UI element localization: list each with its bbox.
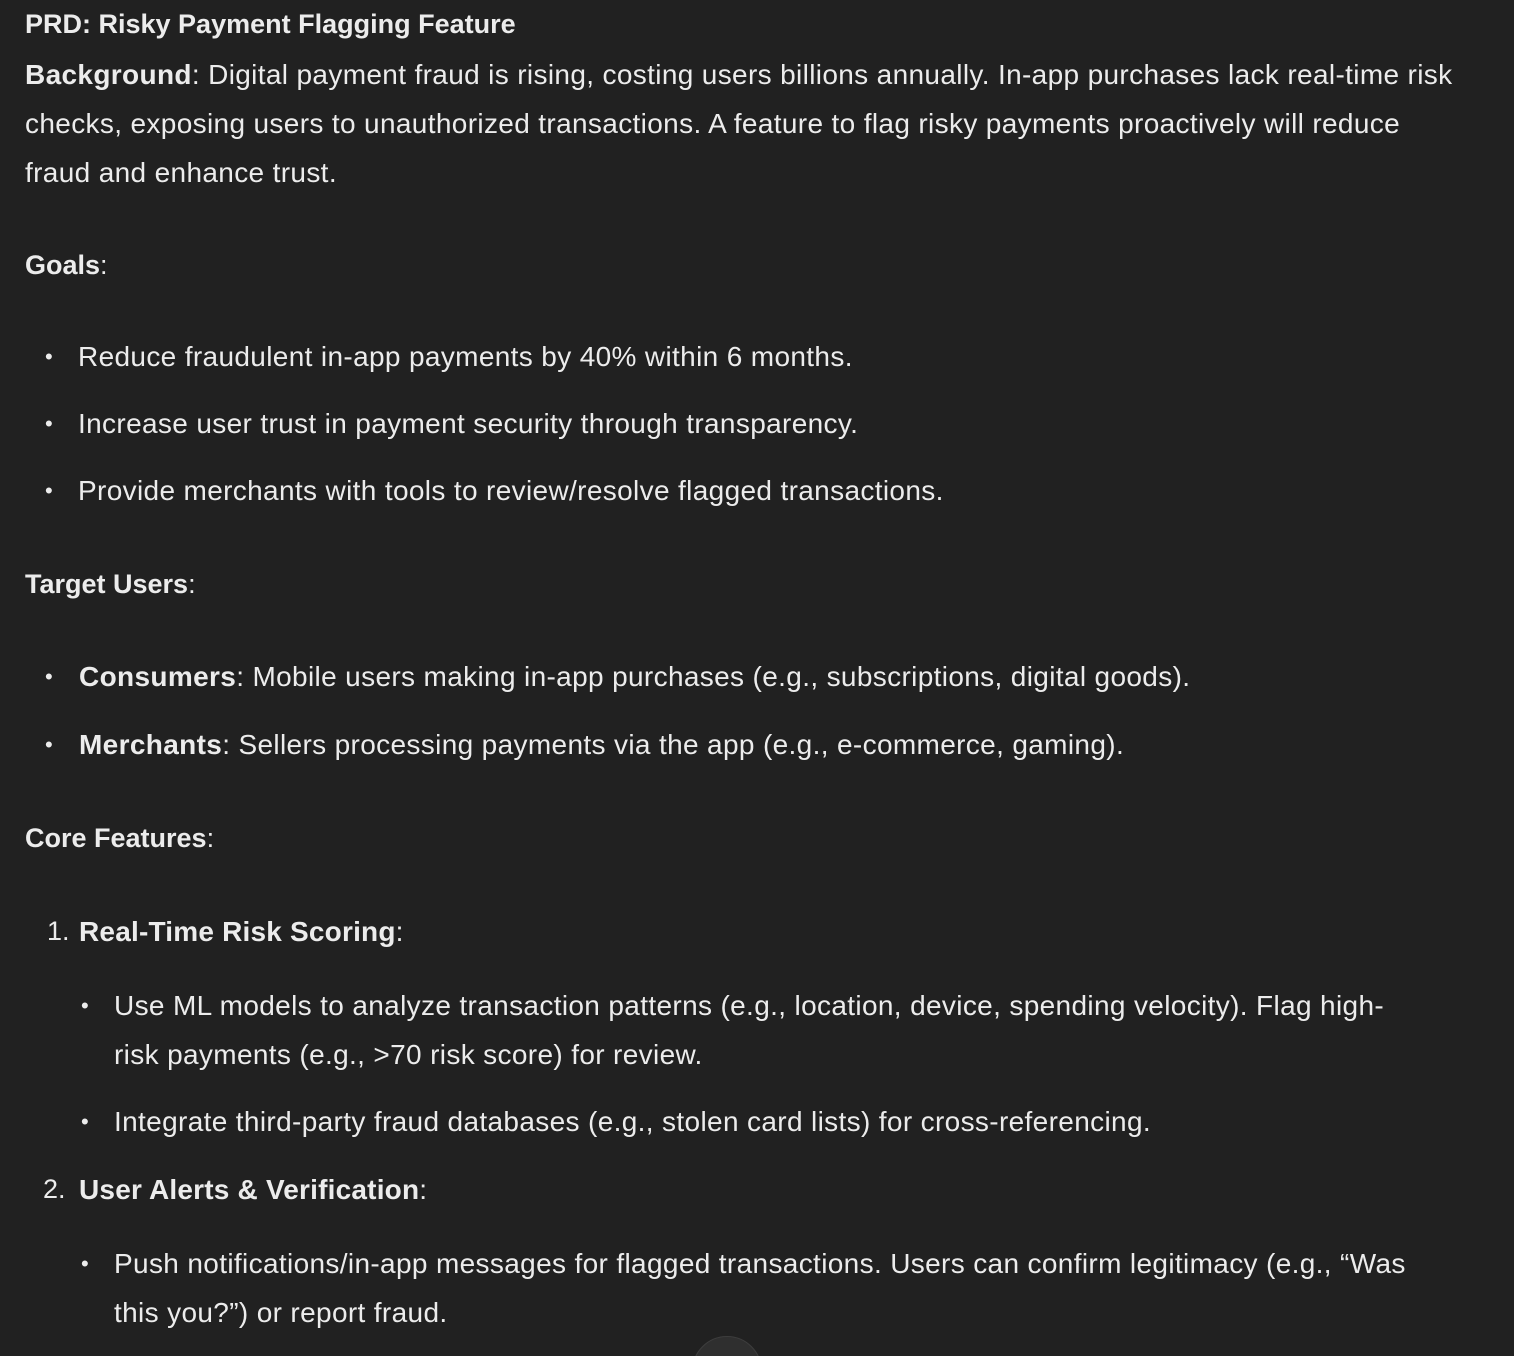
feature-number: 1. (47, 916, 70, 946)
bullet-icon: • (45, 664, 53, 689)
bullet-icon: • (45, 344, 53, 369)
background-text: : Digital payment fraud is rising, costing users billions annually. In-app purchases lack real-time risk checks, exposing users to unauthorized transactions. A feature to flag risky payments proactively will reduce fraud and enhance trust. (25, 59, 1453, 188)
feature-title: User Alerts & Verification: (79, 1174, 428, 1205)
document-title: PRD: Risky Payment Flagging Feature (25, 9, 516, 39)
feature-number: 2. (43, 1174, 66, 1204)
bullet-icon: • (45, 732, 53, 757)
core-features-heading: Core Features: (25, 823, 215, 853)
feature-title: Real-Time Risk Scoring: (79, 916, 404, 947)
scroll-down-button[interactable] (692, 1336, 762, 1356)
goal-item: Increase user trust in payment security through transparency. (78, 408, 859, 439)
bullet-icon: • (81, 993, 89, 1018)
bullet-icon: • (81, 1251, 89, 1276)
target-users-heading: Target Users: (25, 569, 196, 599)
bullet-icon: • (45, 478, 53, 503)
feature-bullet: Push notifications/in-app messages for flagged transactions. Users can confirm legitimacy (e.g., “Was this you?”) or report fraud. (114, 1248, 1406, 1328)
target-user-item: Merchants: Sellers processing payments via the app (e.g., e-commerce, gaming). (79, 729, 1125, 760)
feature-bullet: Integrate third-party fraud databases (e.g., stolen card lists) for cross-referencing. (114, 1106, 1152, 1137)
bullet-icon: • (45, 411, 53, 436)
bullet-icon: • (81, 1109, 89, 1134)
goal-item: Reduce fraudulent in-app payments by 40% within 6 months. (78, 341, 853, 372)
target-user-item: Consumers: Mobile users making in-app purchases (e.g., subscriptions, digital goods). (79, 661, 1191, 692)
background-paragraph (25, 50, 1465, 197)
goal-item: Provide merchants with tools to review/resolve flagged transactions. (78, 475, 944, 506)
goals-heading: Goals: (25, 250, 108, 280)
feature-bullet: Use ML models to analyze transaction patterns (e.g., location, device, spending velocity). Flag high-risk payments (e.g., >70 risk score) for review. (114, 990, 1385, 1070)
background-label: Background (25, 59, 192, 90)
